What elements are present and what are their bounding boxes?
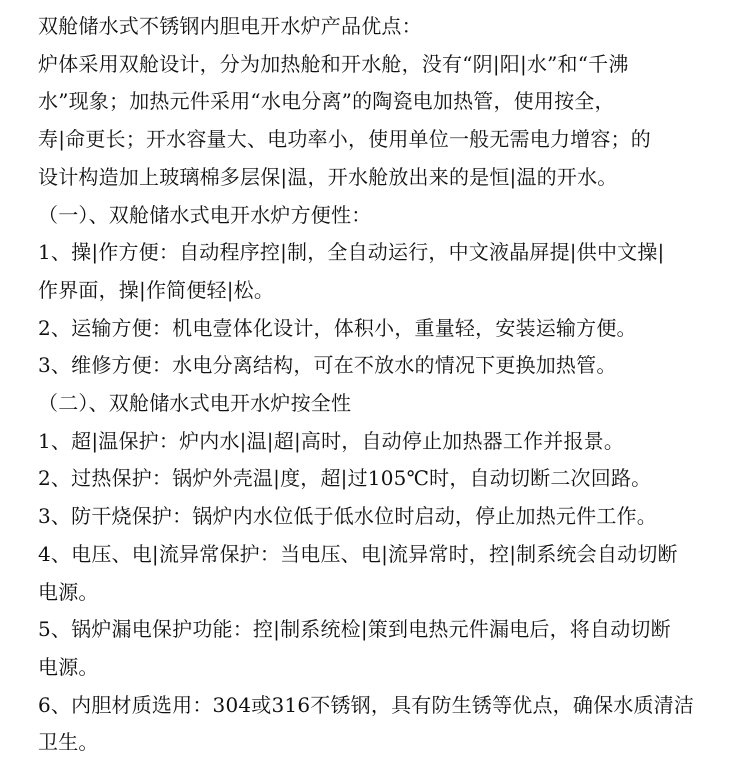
paragraph-line: 设计构造加上玻璃棉多层保|温，开水舱放出来的是恒|温的开水。 — [38, 164, 618, 189]
section-heading-convenience: （一）、双舱储水式电开水炉方便性： — [38, 202, 372, 227]
list-item: 3、防干烧保护：锅炉内水位低于低水位时启动，停止加热元件工作。 — [38, 504, 657, 529]
list-item-continuation: 卫生。 — [38, 730, 99, 755]
document-body — [38, 8, 728, 762]
list-item: 6、内胆材质选用：304或316不锈钢，具有防生锈等优点，确保水质清洁 — [38, 692, 695, 717]
section-heading-safety: （二）、双舱储水式电开水炉按全性 — [38, 391, 352, 416]
list-item-continuation: 作界面，操|作简便轻|松。 — [38, 277, 275, 302]
list-item: 1、操|作方便：自动程序控|制，全自动运行，中文液晶屏提|供中文操| — [38, 240, 665, 265]
document-heading: 双舱储水式不锈钢内胆电开水炉产品优点： — [38, 14, 422, 38]
list-item: 2、运输方便：机电壹体化设计，体积小，重量轻，安装运输方便。 — [38, 315, 637, 340]
list-item: 2、过热保护：锅炉外壳温|度，超|过105℃时，自动切断二次回路。 — [38, 466, 652, 491]
list-item-continuation: 电源。 — [38, 654, 99, 679]
list-item: 1、超|温保护：炉内水|温|超|高时，自动停止加热器工作并报景。 — [38, 428, 625, 453]
paragraph-line: 水”现象；加热元件采用“水电分离”的陶瓷电加热管，使用按全， — [38, 89, 615, 114]
list-item: 5、锅炉漏电保护功能：控|制系统检|策到电热元件漏电后，将自动切断 — [38, 617, 671, 642]
list-item: 4、电压、电|流异常保护：当电压、电|流异常时，控|制系统会自动切断 — [38, 541, 678, 566]
list-item-continuation: 电源。 — [38, 579, 99, 604]
list-item: 3、维修方便：水电分离结构，可在不放水的情况下更换加热管。 — [38, 353, 617, 378]
paragraph-line: 寿|命更长；开水容量大、电功率小，使用单位一般无需电力增容；的 — [38, 127, 651, 152]
paragraph-line: 炉体采用双舱设计，分为加热舱和开水舱，没有“阴|阳|水”和“千沸 — [38, 51, 629, 76]
